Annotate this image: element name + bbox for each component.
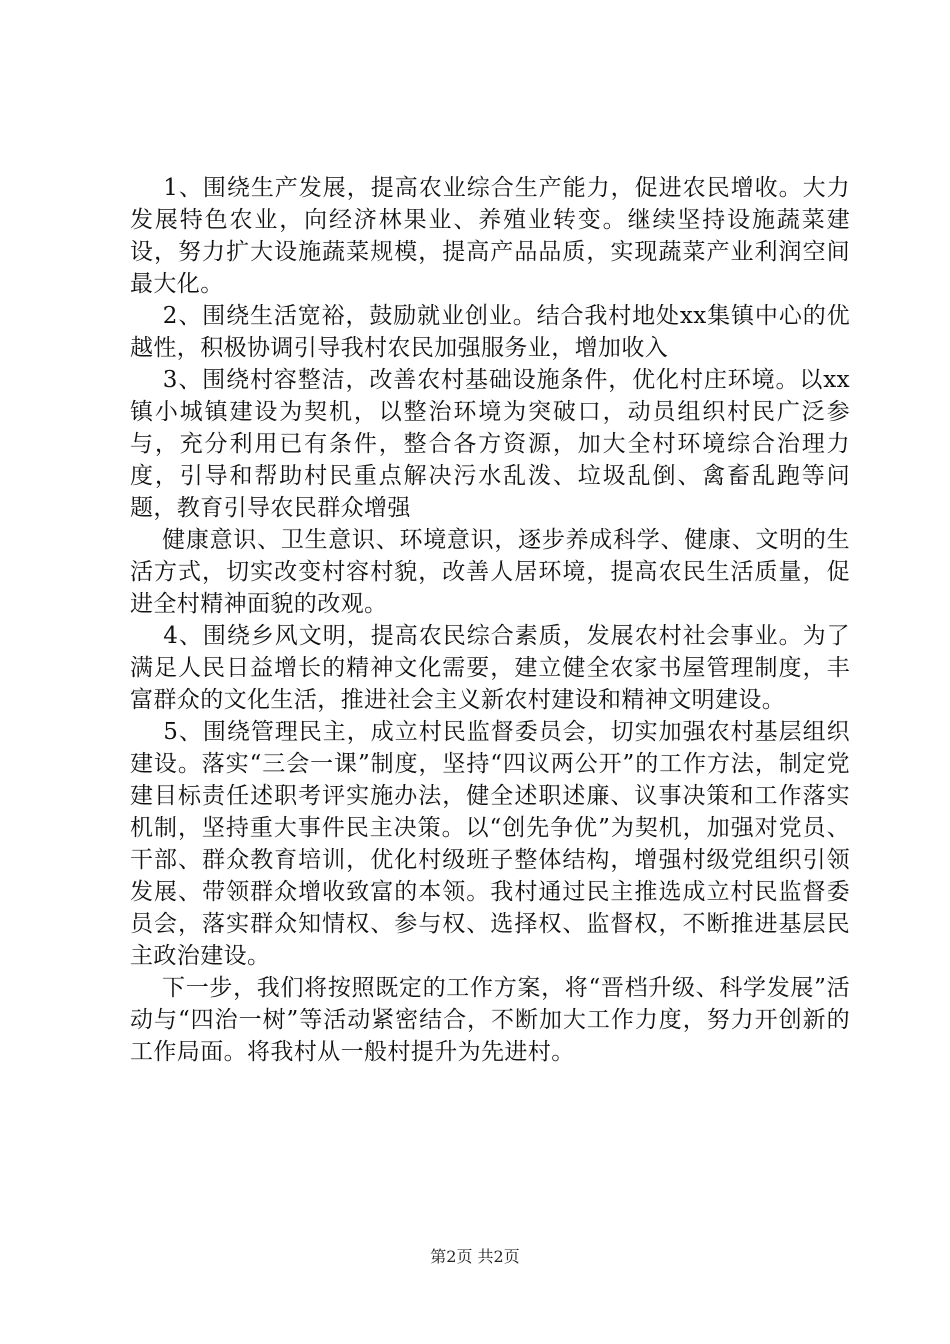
paragraph-4: 健康意识、卫生意识、环境意识，逐步养成科学、健康、文明的生活方式，切实改变村容村貌，改善人居环境，提高农民生活质量，促进全村精神面貌的改观。 — [130, 527, 850, 617]
page-number: 第2页 共2页 — [430, 1247, 520, 1266]
paragraph-6: 5、围绕管理民主，成立村民监督委员会，切实加强农村基层组织建设。落实“三会一课”制度，坚持“四议两公开”的工作方法，制定党建目标责任述职考评实施办法，健全述职述廉、议事决策和工作落实机制，坚持重大事件民主决策。以“创先争优”为契机，加强对党员、干部、群众教育培训，优化村级班子整体结构，增强村级党组织引领发展、带领群众增收致富的本领。我村通过民主推选成立村民监督委员会，落实群众知情权、参与权、选择权、监督权，不断推进基层民主政治建设。 — [130, 719, 850, 969]
paragraph-5: 4、围绕乡风文明，提高农民综合素质，发展农村社会事业。为了满足人民日益增长的精神文化需要，建立健全农家书屋管理制度，丰富群众的文化生活，推进社会主义新农村建设和精神文明建设。 — [130, 623, 850, 713]
paragraph-3: 3、围绕村容整洁，改善农村基础设施条件，优化村庄环境。以xx镇小城镇建设为契机，以整治环境为突破口，动员组织村民广泛参与，充分利用已有条件，整合各方资源，加大全村环境综合治理力度，引导和帮助村民重点解决污水乱泼、垃圾乱倒、禽畜乱跑等问题，教育引导农民群众增强 — [130, 367, 850, 521]
page-footer — [0, 1247, 950, 1267]
paragraph-2: 2、围绕生活宽裕，鼓励就业创业。结合我村地处xx集镇中心的优越性，积极协调引导我村农民加强服务业，增加收入 — [130, 303, 850, 361]
document-body — [130, 172, 850, 1068]
paragraph-1: 1、围绕生产发展，提高农业综合生产能力，促进农民增收。大力发展特色农业，向经济林果业、养殖业转变。继续坚持设施蔬菜建设，努力扩大设施蔬菜规模，提高产品品质，实现蔬菜产业利润空间最大化。 — [130, 175, 850, 297]
paragraph-7: 下一步，我们将按照既定的工作方案，将“晋档升级、科学发展”活动与“四治一树”等活动紧密结合，不断加大工作力度，努力开创新的工作局面。将我村从一般村提升为先进村。 — [130, 975, 850, 1065]
